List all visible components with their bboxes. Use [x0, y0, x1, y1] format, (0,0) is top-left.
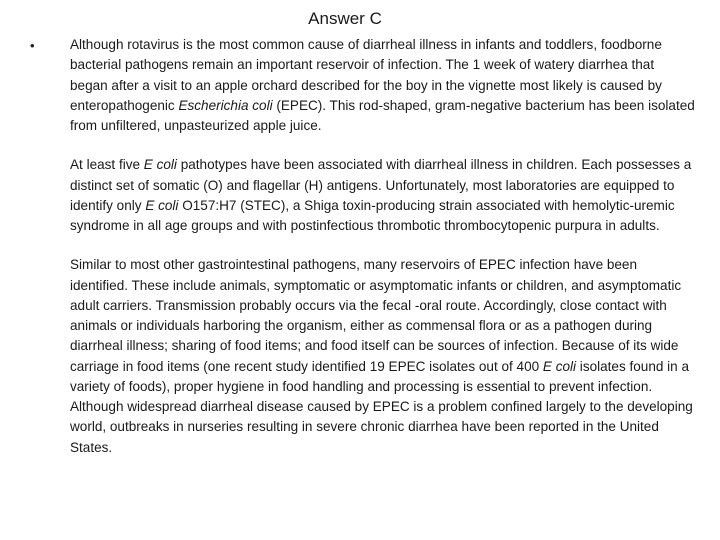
p1-species-name: Escherichia coli — [178, 97, 273, 113]
p2-species-name-2: E coli — [145, 197, 179, 213]
p2-species-name-1: E coli — [143, 157, 177, 173]
p1-text-c: (EPEC). This rod-shaped, gram-negative bacterium has been isolated from unfiltered, unpasteurized apple juice. — [70, 97, 695, 133]
p2-text-c: pathotypes have been associated with diarrheal illness in children. Each possesses a distinct set of somatic (O) and flagellar (H) antigens. Unfortunately, most laboratories are equipped to identify only — [70, 157, 692, 213]
paragraph-1 — [70, 35, 695, 136]
p3-species-name: E coli — [542, 358, 577, 374]
paragraph-2 — [70, 155, 695, 236]
slide-title: Answer C — [308, 9, 382, 28]
p1-text-a: Although rotavirus is the most common cause of diarrheal illness in infants and toddlers, foodborne bacterial pathogens remain an important reservoir of infection. The 1 week of watery diarrhea that began after a visit to an apple orchard described for the boy in the vignette most likely is caused by enteropathogenic — [70, 37, 662, 113]
answer-explanation — [70, 35, 695, 458]
paragraph-3 — [70, 255, 695, 458]
p2-text-a: At least five — [70, 157, 144, 173]
p3-text-a: Similar to most other gastrointestinal pathogens, many reservoirs of EPEC infection have been identified. These include animals, symptomatic or asymptomatic infants or children, and asymptomatic adult carriers. Transmission probably occurs via the fecal -oral route. Accordingly, close contact with animals or individuals harboring the organism, either as commensal flora or as a pathogen during diarrheal illness; sharing of food items; and food itself can be sources of infection. Because of its wide carriage in food items (one recent study identified 19 EPEC isolates out of 400 — [70, 257, 682, 374]
p3-text-c: isolates found in a variety of foods), proper hygiene in food handling and processing is essential to prevent infection. Although widespread diarrheal disease caused by EPEC is a problem confined largely to the developing world, outbreaks in nurseries resulting in severe chronic diarrhea have been reported in the United States. — [70, 358, 693, 455]
bullet-marker: • — [30, 38, 35, 53]
p2-text-e: O157:H7 (STEC), a Shiga toxin-producing strain associated with hemolytic-uremic syndrome in all age groups and with postinfectious thrombotic thrombocytopenic purpura in adults. — [70, 197, 675, 233]
